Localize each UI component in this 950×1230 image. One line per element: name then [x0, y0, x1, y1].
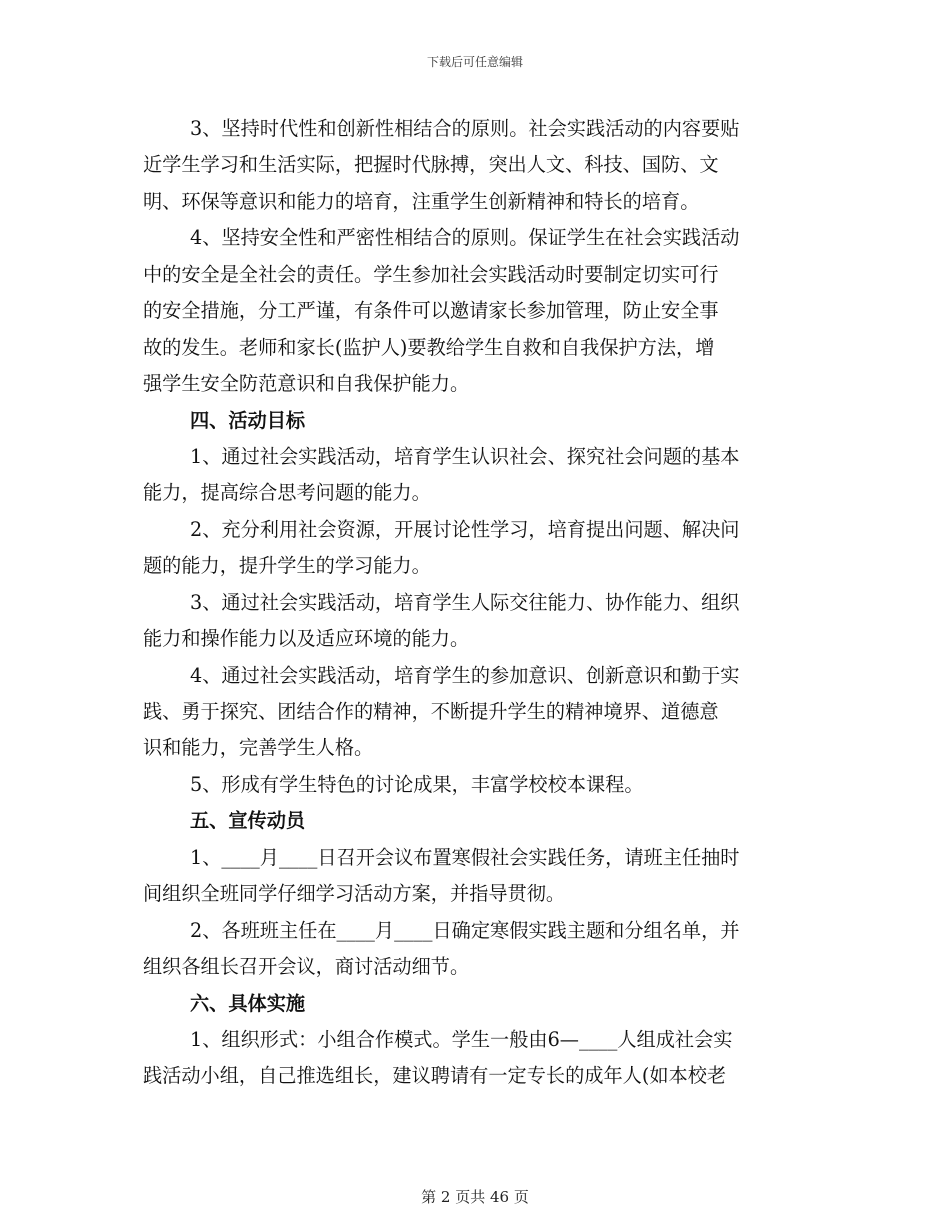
- paragraph-line: 识和能力，完善学生人格。: [143, 736, 374, 760]
- paragraph-line: 1、通过社会实践活动，培育学生认识社会、探究社会问题的基本: [190, 444, 740, 468]
- paragraph-line: 强学生安全防范意识和自我保护能力。: [143, 372, 470, 396]
- paragraph-line: 2、各班班主任在____月____日确定寒假实践主题和分组名单，并: [190, 918, 740, 942]
- page-header-note: 下载后可任意编辑: [426, 55, 523, 69]
- section-heading: 四、活动目标: [190, 408, 306, 432]
- paragraph-line: 1、____月____日召开会议布置寒假社会实践任务，请班主任抽时: [190, 845, 740, 869]
- paragraph-line: 明、环保等意识和能力的培育，注重学生创新精神和特长的培育。: [143, 189, 700, 213]
- paragraph-line: 2、充分利用社会资源，开展讨论性学习，培育提出问题、解决问: [190, 517, 740, 541]
- paragraph-line: 4、通过社会实践活动，培育学生的参加意识、创新意识和勤于实: [190, 663, 740, 687]
- paragraph-line: 4、坚持安全性和严密性相结合的原则。保证学生在社会实践活动: [190, 226, 740, 250]
- paragraph-line: 题的能力，提升学生的学习能力。: [143, 554, 431, 578]
- paragraph-line: 5、形成有学生特色的讨论成果，丰富学校校本课程。: [190, 772, 644, 796]
- paragraph-line: 故的发生。老师和家长(监护人)要教给学生自救和自我保护方法，增: [143, 335, 715, 359]
- paragraph-line: 的安全措施，分工严谨，有条件可以邀请家长参加管理，防止安全事: [143, 299, 719, 323]
- paragraph-line: 间组织全班同学仔细学习活动方案，并指导贯彻。: [143, 882, 566, 906]
- paragraph-line: 3、通过社会实践活动，培育学生人际交往能力、协作能力、组织: [190, 590, 740, 614]
- section-heading: 五、宣传动员: [190, 809, 306, 833]
- page-number-footer: 第 2 页共 46 页: [421, 1188, 529, 1206]
- paragraph-line: 近学生学习和生活实际，把握时代脉搏，突出人文、科技、国防、文: [143, 153, 719, 177]
- document-body: [143, 111, 808, 1095]
- paragraph-line: 3、坚持时代性和创新性相结合的原则。社会实践活动的内容要贴: [190, 117, 740, 140]
- paragraph-line: 组织各组长召开会议，商讨活动细节。: [143, 955, 470, 979]
- paragraph-line: 能力，提高综合思考问题的能力。: [143, 481, 431, 505]
- paragraph-line: 1、组织形式：小组合作模式。学生一般由6—____人组成社会实: [190, 1027, 733, 1051]
- paragraph-line: 中的安全是全社会的责任。学生参加社会实践活动时要制定切实可行: [143, 262, 719, 286]
- paragraph-line: 践、勇于探究、团结合作的精神，不断提升学生的精神境界、道德意: [143, 700, 719, 723]
- paragraph-line: 能力和操作能力以及适应环境的能力。: [143, 627, 470, 651]
- paragraph-line: 践活动小组，自己推选组长，建议聘请有一定专长的成年人(如本校老: [143, 1064, 727, 1088]
- section-heading: 六、具体实施: [190, 991, 306, 1015]
